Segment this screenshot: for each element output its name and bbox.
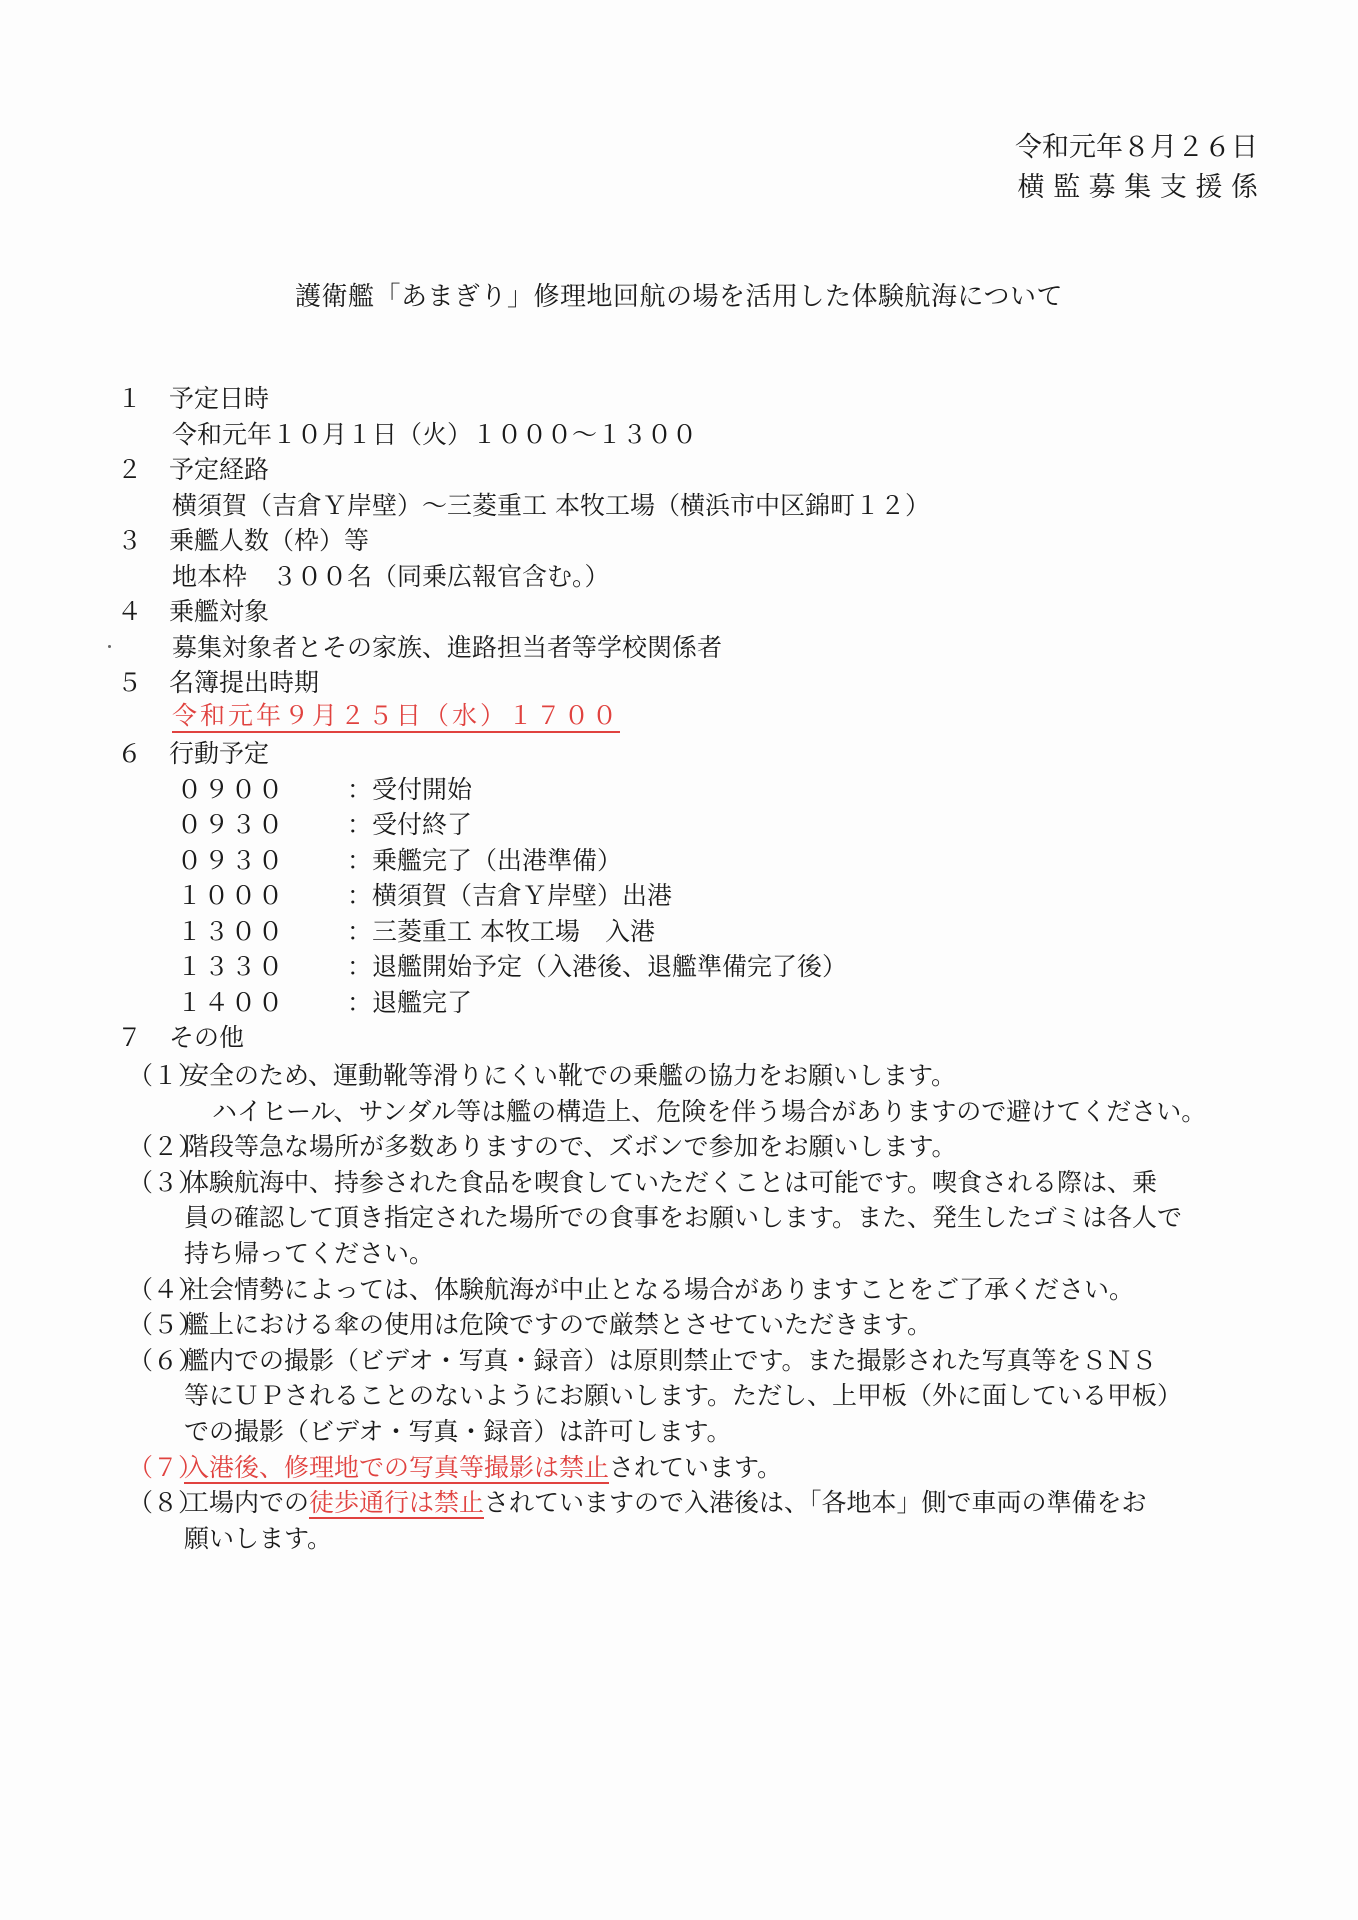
section-heading — [115, 665, 1275, 701]
schedule-item — [115, 807, 1275, 843]
schedule-item — [115, 985, 1275, 1021]
section-heading — [115, 523, 1275, 559]
section-number: ４ — [117, 597, 143, 626]
note-item — [128, 1450, 1278, 1486]
schedule-time: ０９３０ — [177, 845, 286, 875]
document-header — [1015, 128, 1258, 208]
note-text-pre: 工場内での — [184, 1488, 310, 1518]
note-number: （７） — [128, 1452, 204, 1482]
section-number: １ — [117, 384, 143, 413]
section-detail — [115, 559, 1275, 595]
schedule-item — [115, 878, 1275, 914]
section-number: ５ — [117, 668, 143, 697]
section-heading — [115, 594, 1275, 630]
scheduled-route: 横須賀（吉倉Ｙ岸壁）～三菱重工 本牧工場（横浜市中区錦町１２） — [172, 490, 930, 520]
boarding-quota: 地本枠 ３００名（同乗広報官含む。） — [172, 561, 610, 591]
photo-ban-highlight: 入港後、修理地での写真等撮影は禁止 — [184, 1452, 610, 1482]
section-number: ２ — [117, 455, 143, 484]
schedule-item — [115, 914, 1275, 950]
boarding-target: 募集対象者とその家族、進路担当者等学校関係者 — [172, 632, 723, 662]
schedule-event: ：三菱重工 本牧工場 入港 — [347, 916, 655, 946]
schedule-time: １３３０ — [177, 952, 286, 981]
schedule-time: ０９００ — [177, 774, 286, 804]
section-detail — [115, 701, 1275, 737]
section-detail — [115, 417, 1275, 453]
note-number: （１） — [128, 1061, 204, 1090]
section-heading — [115, 736, 1275, 772]
section-number: ７ — [117, 1023, 143, 1052]
note-text-rest: されています。 — [609, 1452, 783, 1482]
note-text: 社会情勢によっては、体験航海が中止となる場合がありますことをご了承ください。 — [184, 1274, 1135, 1304]
note-text: 願いします。 — [184, 1523, 333, 1553]
note-text: 等にＵＰされることのないようにお願いします。ただし、上甲板（外に面している甲板） — [184, 1381, 1183, 1411]
section-number: ６ — [117, 739, 143, 768]
note-item — [128, 1272, 1278, 1308]
other-notes — [128, 1058, 1278, 1556]
section-heading — [115, 452, 1275, 488]
note-item — [128, 1307, 1278, 1343]
note-item — [128, 1058, 1278, 1129]
note-text: 安全のため、運動靴等滑りにくい靴での乗艦の協力をお願いします。 — [184, 1061, 957, 1090]
section-number: ３ — [117, 526, 143, 555]
schedule-item — [115, 843, 1275, 879]
note-number: （６） — [128, 1345, 204, 1375]
note-text: 持ち帰ってください。 — [184, 1238, 435, 1268]
section-title: 予定日時 — [169, 384, 270, 413]
section-title: その他 — [169, 1023, 245, 1052]
schedule-event: ：退艦開始予定（入港後、退艦準備完了後） — [347, 952, 848, 981]
note-text: 員の確認して頂き指定された場所での食事をお願いします。また、発生したゴミは各人で — [184, 1203, 1183, 1233]
note-item — [128, 1485, 1278, 1556]
note-number: （８） — [128, 1488, 204, 1518]
section-title: 名簿提出時期 — [169, 668, 320, 697]
note-text: 体験航海中、持参された食品を喫食していただくことは可能です。喫食される際は、乗 — [184, 1167, 1158, 1197]
note-text: 艦上における傘の使用は危険ですので厳禁とさせていただきます。 — [184, 1310, 933, 1340]
issuing-office: 横 監 募 集 支 援 係 — [1017, 172, 1258, 203]
schedule-item — [115, 772, 1275, 808]
note-text: ハイヒール、サンダル等は艦の構造上、危険を伴う場合がありますので避けてください。 — [212, 1096, 1207, 1126]
note-text: 艦内での撮影（ビデオ・写真・録音）は原則禁止です。また撮影された写真等をＳＮＳ — [184, 1345, 1157, 1375]
section-title: 乗艦対象 — [169, 597, 270, 626]
schedule-time: １３００ — [177, 916, 286, 946]
schedule-time: ０９３０ — [177, 810, 286, 839]
note-number: （２） — [128, 1132, 204, 1162]
note-item — [128, 1165, 1278, 1272]
note-number: （５） — [128, 1310, 204, 1340]
schedule-event: ：退艦完了 — [347, 987, 473, 1017]
issue-date: 令和元年８月２６日 — [1015, 132, 1258, 163]
note-number: （４） — [128, 1274, 204, 1304]
schedule-event: ：受付開始 — [347, 774, 473, 804]
section-heading — [115, 1020, 1275, 1056]
section-title: 乗艦人数（枠）等 — [169, 526, 370, 555]
scheduled-datetime: 令和元年１０月１日（火）１０００～１３００ — [172, 419, 698, 449]
note-item — [128, 1129, 1278, 1165]
section-title: 予定経路 — [169, 455, 270, 484]
note-text — [184, 1450, 1278, 1486]
schedule-time: １０００ — [177, 881, 286, 910]
walking-ban-highlight: 徒歩通行は禁止 — [309, 1488, 485, 1518]
roster-deadline: 令和元年９月２５日（水）１７００ — [172, 701, 620, 733]
section-heading — [115, 381, 1275, 417]
section-title: 行動予定 — [169, 739, 270, 768]
section-detail — [115, 630, 1275, 666]
section-detail — [115, 488, 1275, 524]
note-text: 階段等急な場所が多数ありますので、ズボンで参加をお願いします。 — [184, 1132, 957, 1162]
schedule-event: ：乗艦完了（出港準備） — [347, 845, 623, 875]
schedule-time: １４００ — [177, 987, 286, 1017]
scan-speck — [108, 645, 111, 648]
note-item — [128, 1343, 1278, 1450]
schedule-event: ：受付終了 — [347, 810, 473, 839]
note-text-post: されていますので入港後は、「各地本」側で車両の準備をお — [484, 1488, 1147, 1518]
schedule-item — [115, 949, 1275, 985]
note-text — [184, 1485, 1278, 1521]
note-text: での撮影（ビデオ・写真・録音）は許可します。 — [184, 1416, 732, 1446]
note-number: （３） — [128, 1167, 204, 1197]
document-body — [115, 381, 1275, 1056]
document-title: 護衛艦「あまぎり」修理地回航の場を活用した体験航海について — [295, 282, 1063, 312]
schedule-event: ：横須賀（吉倉Ｙ岸壁）出港 — [347, 881, 673, 910]
